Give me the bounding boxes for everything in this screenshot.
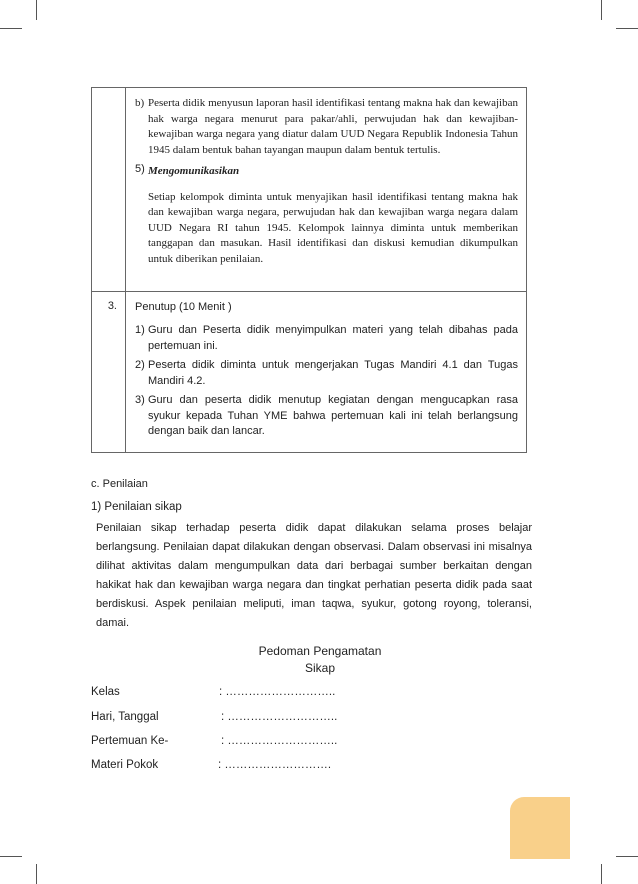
item-marker: 1) [135,324,145,336]
list-item [135,323,518,354]
field-value: : ……………………….. [221,711,338,723]
guide-title-line: Pedoman Pengamatan [258,644,382,658]
number-cell [92,88,126,292]
step-heading: Mengomunikasikan [148,165,240,177]
field-value: : ……………………….. [219,686,336,698]
crop-mark [616,856,638,857]
item-marker: 2) [135,359,145,371]
content-cell [126,88,527,292]
closing-title: Penutup (10 Menit ) [135,301,232,313]
field-label: Hari, Tanggal [91,711,159,723]
item-text: Peserta didik menyusun laporan hasil identifikasi tentang makna hak dan kewajiban hak warga negara menurut para pakar/ahli, perwujudan hak dan kewajiban-kewajiban warga negara yang diatur dalam UUD Negara Republik Indonesia Tahun 1945 dalam bentuk bahan tayangan maupun dalam bentuk tertulis. [148,97,518,156]
section-heading: c. Penilaian [91,478,148,490]
lesson-activity-table [91,87,527,453]
field-label: Pertemuan Ke- [91,735,169,747]
item-marker: 5) [135,163,145,175]
item-text: Peserta didik diminta untuk mengerjakan Tugas Mandiri 4.1 dan Tugas Mandiri 4.2. [148,359,518,387]
item-marker: b) [135,97,145,109]
step-heading-row [135,162,518,186]
guide-title-line: Sikap [304,661,336,675]
list-item [135,96,518,158]
crop-mark [616,28,638,29]
content-cell [126,292,527,453]
guide-title [220,643,420,677]
crop-mark [601,0,602,20]
table-row [92,88,527,292]
field-label: Kelas [91,686,120,698]
section-subheading: 1) Penilaian sikap [91,501,182,513]
list-item [135,393,518,440]
item-text: Guru dan peserta didik menutup kegiatan dengan mengucapkan rasa syukur kepada Tuhan YME bahwa pertemuan kali ini telah berlangsung dengan baik dan lancar. [148,394,518,437]
field-value: : ………………………. [218,759,332,771]
section-paragraph: Penilaian sikap terhadap peserta didik dapat dilakukan selama proses belajar berlangsung. Penilaian dapat dilakukan dengan observasi. Dalam observasi ini misalnya dilihat aktivitas dalam mengumpulkan data dari berbagai sumber berkaitan dengan hakikat hak dan kewajiban warga negara dan tingkat perhatian peserta didik pada saat berdiskusi. Aspek penilaian meliputi, iman taqwa, syukur, gotong royong, toleransi, damai. [96,522,532,629]
number-cell [92,292,126,453]
table-row [92,292,527,453]
crop-mark [36,864,37,884]
row-number: 3. [107,300,117,312]
field-label: Materi Pokok [91,759,159,771]
crop-mark [36,0,37,20]
item-text: Guru dan Peserta didik menyimpulkan materi yang telah dibahas pada pertemuan ini. [148,324,518,352]
field-value: : ……………………….. [221,735,338,747]
crop-mark [0,856,22,857]
list-item [135,358,518,389]
item-marker: 3) [135,394,145,406]
step-paragraph: Setiap kelompok diminta untuk menyajikan hasil identifikasi tentang makna hak dan kewajiban warga negara, perwujudan hak dan kewajiban warga negara dalam UUD Negara RI tahun 1945. Kelompok lainnya diminta untuk memberikan tanggapan dan masukan. Hasil identifikasi dan diskusi kemudian dikumpulkan untuk diberikan penilaian. [148,190,518,265]
page-corner-tab [510,797,570,859]
crop-mark [0,28,22,29]
crop-mark [601,864,602,884]
